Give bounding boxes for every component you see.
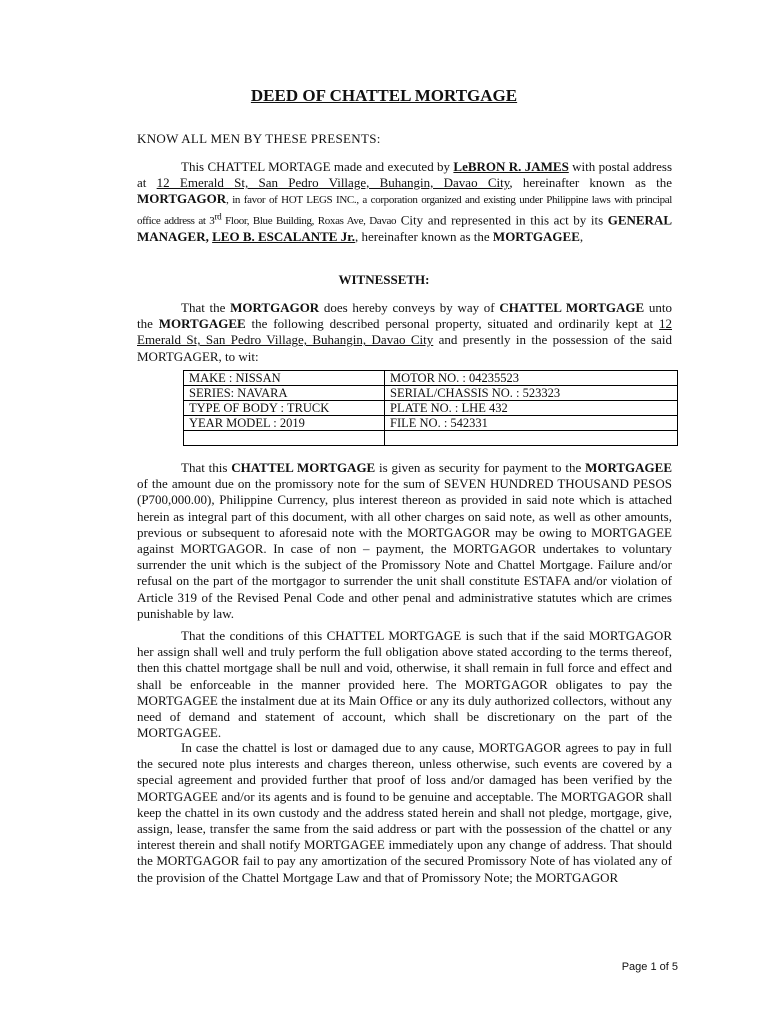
- page-number: Page 1 of 5: [621, 961, 678, 973]
- paragraph-conveyance: [137, 300, 672, 365]
- text: That this: [181, 460, 232, 475]
- chattel-term: CHATTEL MORTGAGE: [231, 460, 376, 475]
- text: Floor, Blue Building, Roxas Ave, Davao: [221, 215, 397, 228]
- text: ,: [579, 229, 584, 245]
- text: City and represented in this act by its: [400, 212, 608, 228]
- chattel-term: CHATTEL MORTGAGE: [499, 300, 645, 315]
- property-address: 12 Emerald St, San Pedro Village, Buhangin, Davao City: [137, 316, 672, 348]
- intro-line: KNOW ALL MEN BY THESE PRESENTS:: [137, 131, 381, 146]
- text: This CHATTEL MORTAGE made and executed by: [181, 159, 454, 174]
- table-cell: [184, 431, 385, 446]
- table-cell: MAKE : NISSAN: [184, 371, 385, 386]
- table-row: [184, 386, 678, 401]
- text: the following described personal property, situated and ordinarily kept at: [245, 316, 659, 332]
- text: In case the chattel is lost or damaged due to any cause, MORTGAGOR agrees to pay in full the secured note plus interests and charges thereon, unless otherwise, such events are covered by a special agreement and provided further that proof of loss and/or damaged has been verified by the MORTGAGEE and/or its agents and is found to be genuine and acceptable. The MORTGAGOR shall keep the chattel in its own custody and the address stated herein and shall not pledge, mortgage, give, assign, lease, transfer the same from the said address or part with the possession of the chattel or any interest therein and shall notify MORTGAGEE immediately upon any change of address. That should the MORTGAGOR fail to pay any amortization of the secured Promissory Note of has violated any of the provision of the Chattel Mortgage Law and that of Promissory Note; the MORTGAGOR: [137, 740, 672, 885]
- mortgagee-term: MORTGAGEE: [158, 316, 246, 332]
- table-cell: TYPE OF BODY : TRUCK: [184, 401, 385, 416]
- text: of the amount due on the promissory note for the sum of SEVEN HUNDRED THOUSAND PESOS (P700,000.00), Philippine Currency, plus interest thereon as provided in said note which is attached herein as integral part of this document, with all other charges on said note, as well as other amounts, previous or subsequent to aforesaid note with the MORTGAGOR may be owing to MORTGAGEE against MORTGAGOR. In case of non – payment, the MORTGAGOR undertakes to voluntary surrender the unit which is the subject of the Promissory Note and Chattel Mortgage. Failure and/or refusal on the part of the mortgagor to surrender the unit shall constitute ESTAFA and/or violation of Article 319 of the Revised Penal Code and other penal and administrative statutes which are crimes punishable by law.: [137, 476, 672, 621]
- paragraph-parties: [137, 159, 672, 246]
- vehicle-details-table: [183, 370, 678, 446]
- table-cell: SERIES: NAVARA: [184, 386, 385, 401]
- mortgagor-term: MORTGAGOR: [230, 300, 320, 315]
- table-row: [184, 416, 678, 431]
- table-row: [184, 371, 678, 386]
- superscript: rd: [214, 211, 222, 222]
- mortgagee-term: MORTGAGEE: [492, 229, 580, 245]
- text: , hereinafter known as the: [355, 229, 493, 245]
- table-cell: YEAR MODEL : 2019: [184, 416, 385, 431]
- table-row: [184, 431, 678, 446]
- text: with postal address at: [137, 159, 673, 191]
- paragraph-loss-damage: [137, 740, 672, 886]
- paragraph-conditions: [137, 628, 672, 741]
- table-cell: SERIAL/CHASSIS NO. : 523323: [385, 386, 678, 401]
- text: and presently in the possession of the said MORTGAGER, to wit:: [137, 332, 673, 364]
- mortgagee-term: MORTGAGEE: [585, 460, 673, 475]
- paragraph-security: [137, 460, 672, 622]
- text: does hereby conveys by way of: [319, 300, 500, 315]
- text: is given as security for payment to the: [375, 460, 586, 475]
- representative-name: LEO B. ESCALANTE Jr.: [212, 229, 356, 245]
- table-cell: PLATE NO. : LHE 432: [385, 401, 678, 416]
- text: unto the: [137, 300, 672, 332]
- text: , hereinafter known as the: [509, 175, 673, 191]
- table-cell: MOTOR NO. : 04235523: [385, 371, 678, 386]
- table-row: [184, 401, 678, 416]
- mortgagor-term: MORTGAGOR: [137, 191, 227, 207]
- section-heading: WITNESSETH:: [338, 272, 430, 287]
- text: That the conditions of this CHATTEL MORTGAGE is such that if the said MORTGAGOR her assign shall well and truly perform the full obligation above stated according to the terms thereof, then this chattel mortgage shall be null and void, otherwise, it shall remain in full force and effect and shall be enforceable in the manner provided here. The MORTGAGOR obligates to pay the MORTGAGEE the instalment due at its Main Office or any its duly authorized collectors, without any need of demand and statement of account, which shall be discretionary on the part of the MORTGAGEE.: [137, 628, 672, 741]
- document-title: DEED OF CHATTEL MORTGAGE: [250, 86, 518, 105]
- mortgagor-address: 12 Emerald St, San Pedro Village, Buhangin, Davao City: [156, 175, 510, 191]
- text: That the: [181, 300, 231, 315]
- table-cell: FILE NO. : 542331: [385, 416, 678, 431]
- representative-title: GENERAL MANAGER,: [137, 212, 673, 245]
- table-cell: [385, 431, 678, 446]
- text: , in favor of HOT LEGS INC., a corporation organized and existing under Philippine laws with principal office address at 3: [137, 194, 672, 228]
- mortgagor-name: LeBRON R. JAMES: [453, 159, 569, 174]
